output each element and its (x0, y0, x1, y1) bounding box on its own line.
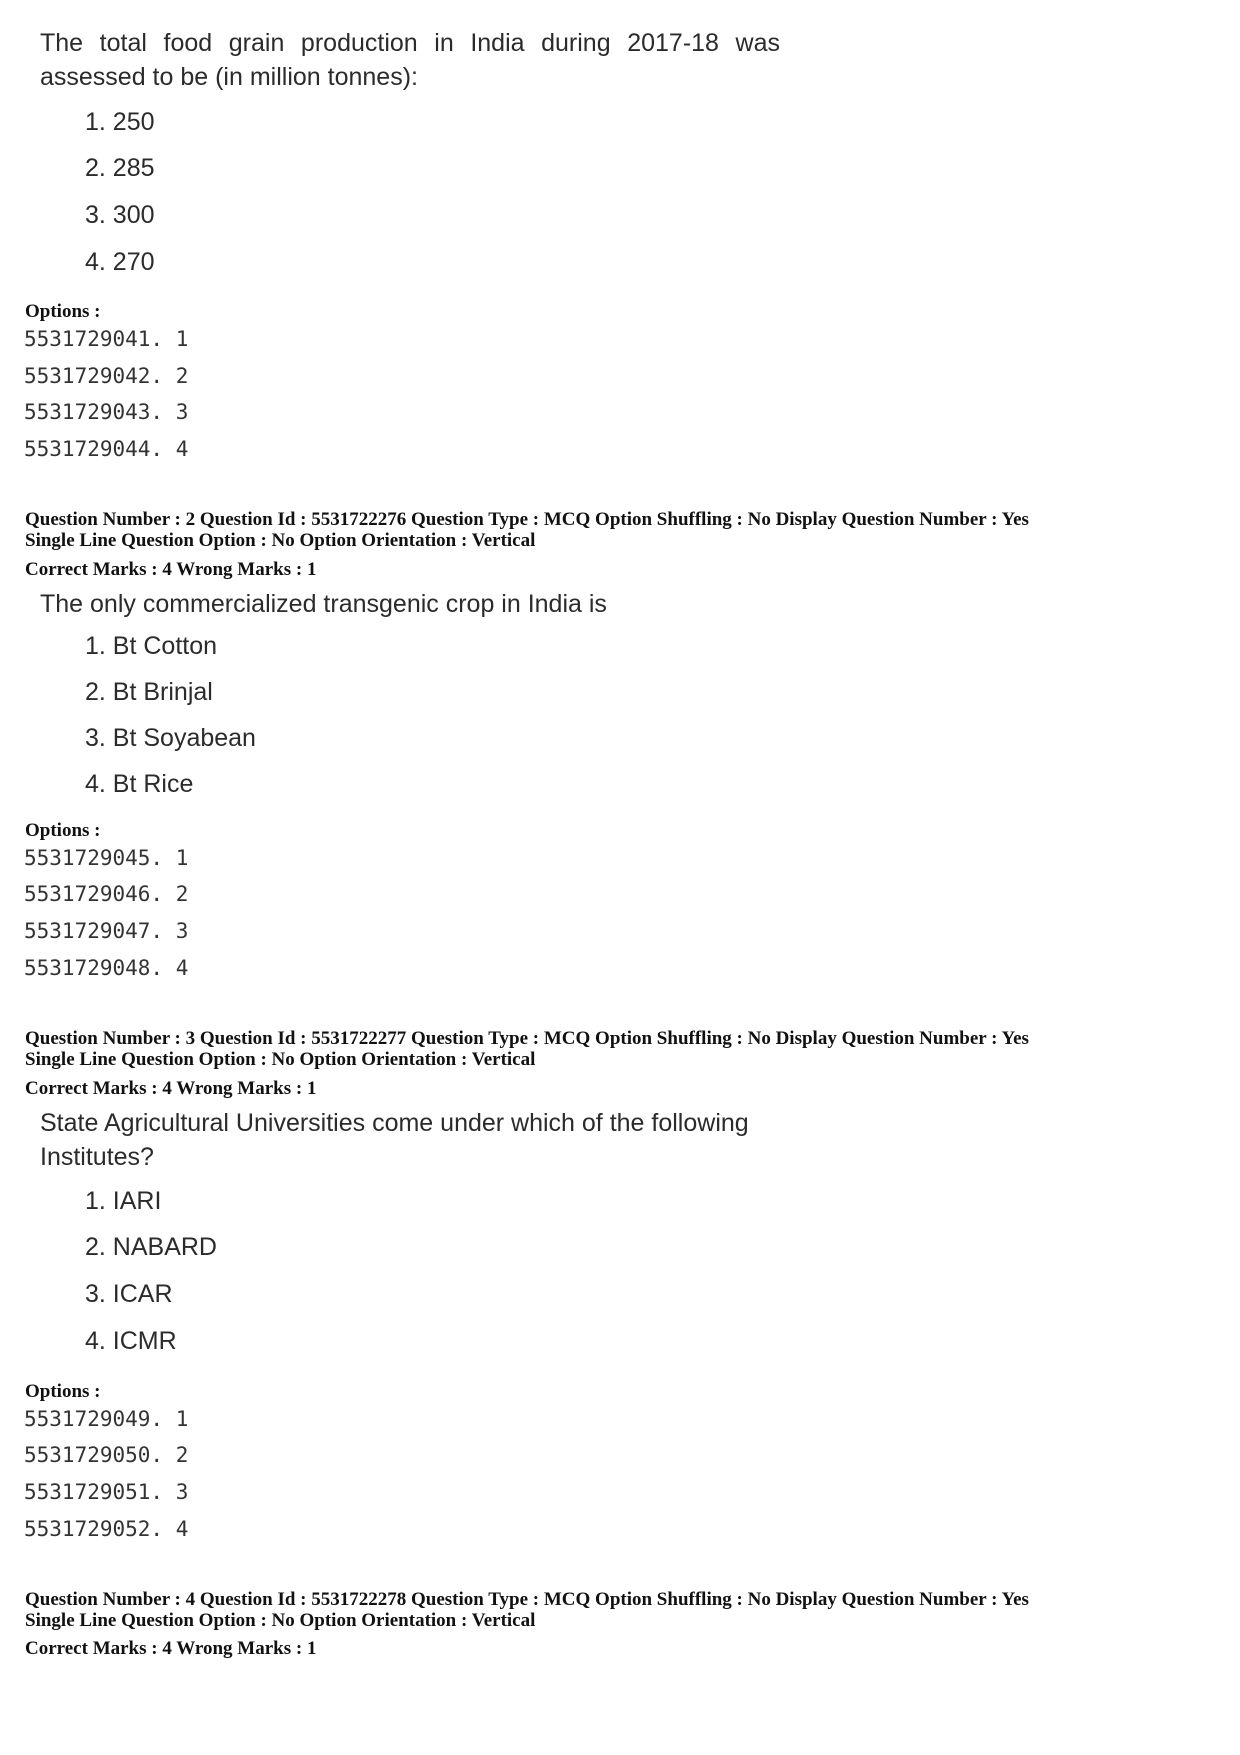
choice: 4. Bt Rice (85, 770, 194, 798)
question-meta: Single Line Question Option : No Option Orientation : Vertical (25, 1049, 536, 1070)
question-marks: Correct Marks : 4 Wrong Marks : 1 (25, 1638, 317, 1659)
choice: 4. 270 (85, 248, 155, 276)
choice: 2. Bt Brinjal (85, 678, 213, 706)
option-id: 5531729050. 2 (24, 1443, 189, 1467)
choice: 1. Bt Cotton (85, 632, 218, 660)
option-id: 5531729052. 4 (24, 1517, 189, 1541)
option-id: 5531729049. 1 (24, 1407, 189, 1431)
choice: 3. Bt Soyabean (85, 724, 256, 752)
option-id: 5531729044. 4 (24, 437, 189, 461)
question-2-text: The only commercialized transgenic crop in India is (40, 590, 607, 618)
choice: 4. ICMR (85, 1327, 177, 1355)
choice: 2. 285 (85, 154, 155, 182)
question-meta: Question Number : 2 Question Id : 5531722276 Question Type : MCQ Option Shuffling : No Display Question Number : Yes (25, 509, 1029, 530)
option-id: 5531729047. 3 (24, 919, 189, 943)
choice: 1. IARI (85, 1187, 162, 1215)
question-meta: Question Number : 3 Question Id : 5531722277 Question Type : MCQ Option Shuffling : No Display Question Number : Yes (25, 1028, 1029, 1049)
option-id: 5531729046. 2 (24, 882, 189, 906)
question-meta: Question Number : 4 Question Id : 5531722278 Question Type : MCQ Option Shuffling : No Display Question Number : Yes (25, 1589, 1029, 1610)
question-marks: Correct Marks : 4 Wrong Marks : 1 (25, 1078, 317, 1099)
option-id: 5531729048. 4 (24, 956, 189, 980)
option-id: 5531729051. 3 (24, 1480, 189, 1504)
options-label: Options : (25, 820, 101, 841)
options-label: Options : (25, 1381, 101, 1402)
question-marks: Correct Marks : 4 Wrong Marks : 1 (25, 559, 317, 580)
question-3-text-line-2: Institutes? (40, 1143, 154, 1171)
option-id: 5531729042. 2 (24, 364, 189, 388)
choice: 1. 250 (85, 108, 155, 136)
option-id: 5531729041. 1 (24, 327, 189, 351)
option-id: 5531729043. 3 (24, 400, 189, 424)
question-meta: Single Line Question Option : No Option Orientation : Vertical (25, 1610, 536, 1631)
question-3-text-line-1: State Agricultural Universities come under which of the following (40, 1109, 749, 1137)
option-id: 5531729045. 1 (24, 846, 189, 870)
question-1-text: The total food grain production in India during 2017-18 was assessed to be (in million tonnes): (40, 29, 780, 91)
question-meta: Single Line Question Option : No Option Orientation : Vertical (25, 530, 536, 551)
choice: 3. 300 (85, 201, 155, 229)
options-label: Options : (25, 301, 101, 322)
choice: 3. ICAR (85, 1280, 173, 1308)
choice: 2. NABARD (85, 1233, 217, 1261)
